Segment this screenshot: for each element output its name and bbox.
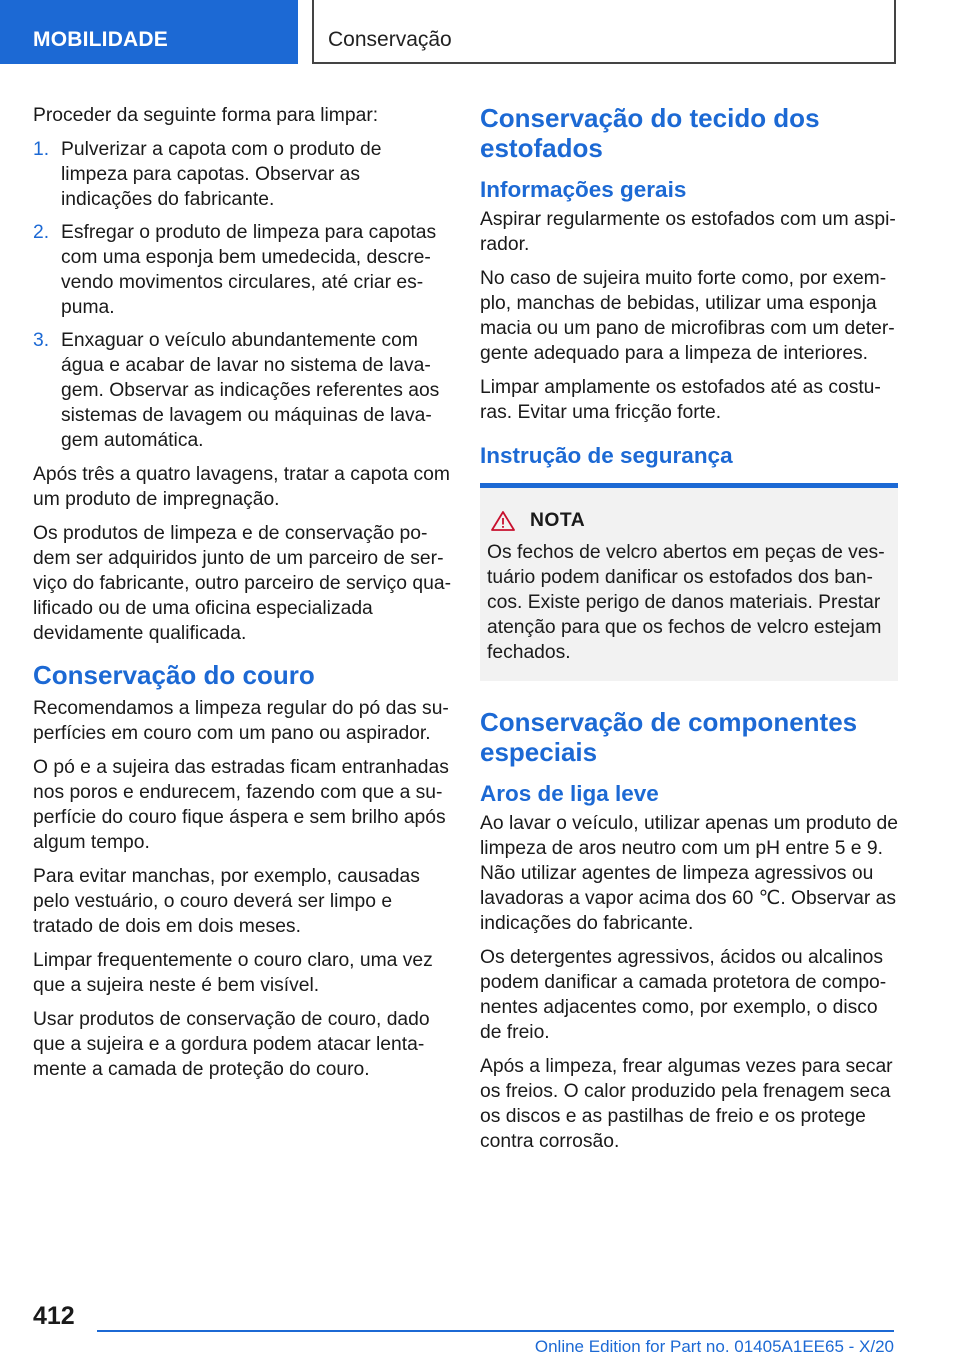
alloy-paragraph: Após a limpeza, frear algumas vezes para secar os freios. O calor produzido pela frenagem seca os discos e as pastilhas de freio e os protege contra corrosão. — [480, 1056, 893, 1152]
note-text: Os fechos de velcro abertos em peças de vestuário podem danificar os estofados dos bancos. Existe perigo de danos materiais. Prestar atenção para que os fechos de velcro estejam fechados. — [487, 542, 885, 663]
list-item — [33, 328, 451, 453]
alloy-paragraph: Ao lavar o veículo, utilizar apenas um produto de limpeza de aros neutro com um pH entre 5 e 9. Não utilizar agentes de limpeza agressivos ou lavadoras a vapor acima dos 60 ℃. Observar as indicações do fabricante. — [480, 813, 899, 934]
leather-paragraph: Para evitar manchas, por exemplo, causadas pelo vestuário, o couro deverá ser limpo e tratado de dois em dois meses. — [33, 866, 420, 937]
fabric-heading: Conservação do tecido dos estofados — [480, 103, 820, 163]
step-number: 1. — [33, 139, 50, 160]
leather-paragraph: Limpar frequentemente o couro claro, uma vez que a sujeira neste é bem visível. — [33, 950, 433, 996]
step-text: Enxaguar o veículo abundantemente com água e acabar de lavar no sistema de lavagem. Observar as indicações referentes aos sistemas de lavagem ou máquinas de lavagem automática. — [61, 330, 440, 451]
leather-paragraph: Usar produtos de conservação de couro, dado que a sujeira e a gordura podem atacar lentamente a camada de proteção do couro. — [33, 1009, 430, 1080]
warning-triangle-icon — [490, 510, 516, 532]
cleaning-steps — [33, 137, 451, 453]
note-header — [487, 510, 888, 532]
step-text: Esfregar o produto de limpeza para capotas com uma esponja bem umedecida, descrevendo movimentos circulares, até criar espuma. — [61, 222, 437, 318]
step-text: Pulverizar a capota com o produto de limpeza para capotas. Observar as indicações do fabricante. — [61, 139, 382, 210]
impregnation-paragraph: Após três a quatro lavagens, tratar a capota com um produto de impregnação. — [33, 464, 450, 510]
leather-heading: Conservação do couro — [33, 660, 315, 690]
safety-heading: Instrução de segurança — [480, 443, 733, 468]
step-number: 3. — [33, 330, 50, 351]
list-item — [33, 137, 451, 212]
cleaning-intro: Proceder da seguinte forma para limpar: — [33, 105, 379, 126]
right-column — [480, 103, 898, 1163]
left-column — [33, 103, 451, 1091]
header-section-tab — [0, 0, 298, 64]
footer-edition: Online Edition for Part no. 01405A1EE65 - X/20 — [534, 1337, 894, 1356]
header-title: Conservação — [328, 28, 452, 51]
general-info-heading: Informações gerais — [480, 177, 687, 202]
safety-note — [480, 483, 898, 681]
alloy-heading: Aros de liga leve — [480, 781, 659, 806]
footer-divider — [97, 1330, 894, 1332]
header-title-box — [312, 0, 896, 64]
special-components-heading: Conservação de componentes especiais — [480, 707, 858, 767]
products-paragraph: Os produtos de limpeza e de conservação podem ser adquiridos junto de um parceiro de serviço do fabricante, outro parceiro de serviço qualificado ou de uma oficina especializada devidamente qualificada. — [33, 523, 451, 644]
header-section-label: MOBILIDADE — [33, 28, 168, 51]
list-item — [33, 220, 451, 320]
step-number: 2. — [33, 222, 50, 243]
note-label: NOTA — [530, 510, 586, 531]
general-paragraph: Limpar amplamente os estofados até as costuras. Evitar uma fricção forte. — [480, 377, 881, 423]
alloy-paragraph: Os detergentes agressivos, ácidos ou alcalinos podem danificar a camada protetora de componentes adjacentes como, por exemplo, o disco de freio. — [480, 947, 887, 1043]
leather-paragraph: O pó e a sujeira das estradas ficam entranhadas nos poros e endurecem, fazendo com que a superfície do couro fique áspera e sem brilho após algum tempo. — [33, 757, 449, 853]
leather-paragraph: Recomendamos a limpeza regular do pó das superfícies em couro com um pano ou aspirador. — [33, 698, 449, 744]
general-paragraph: Aspirar regularmente os estofados com um aspirador. — [480, 209, 896, 255]
page-number: 412 — [33, 1302, 75, 1330]
general-paragraph: No caso de sujeira muito forte como, por exemplo, manchas de bebidas, utilizar uma esponja macia ou um pano de microfibras com um detergente adequado para a limpeza de interiores. — [480, 268, 895, 364]
